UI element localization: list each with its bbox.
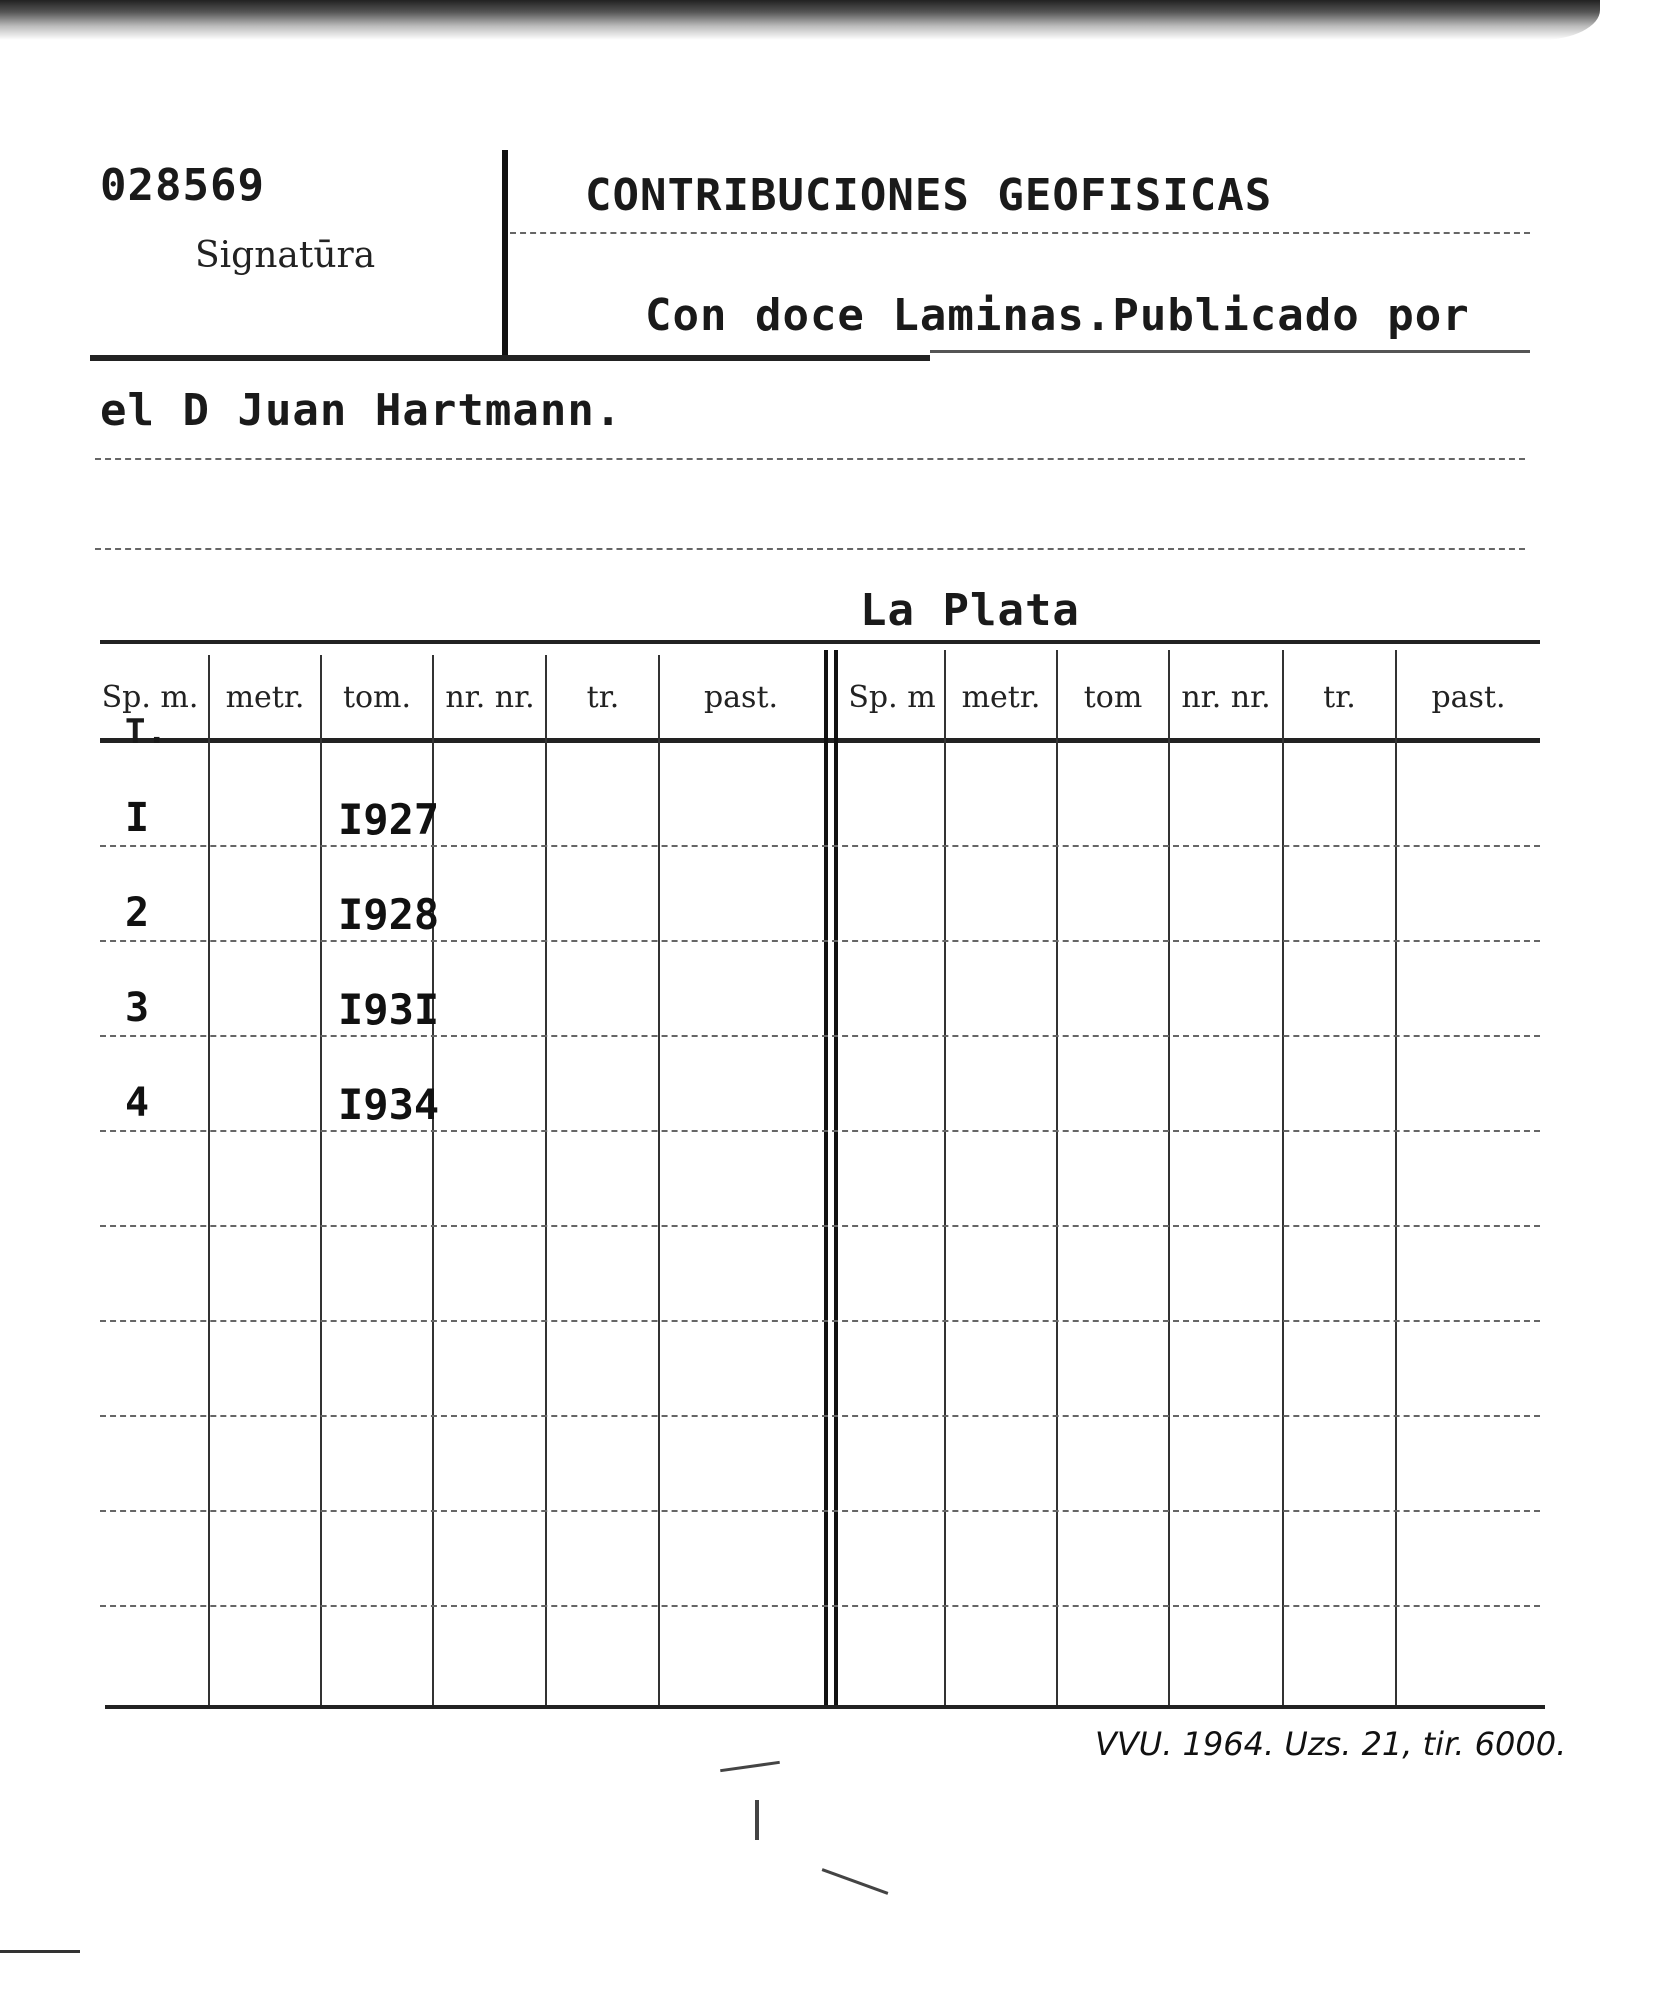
table-row-3-volume: 3 (125, 985, 150, 1031)
col-line (545, 655, 547, 1705)
row-line (100, 1510, 1540, 1512)
header-sp-m-right: Sp. m (848, 680, 936, 715)
header-tom-right: tom (1083, 680, 1143, 715)
row-line (100, 1130, 1540, 1132)
header-past-right: past. (1431, 680, 1506, 715)
row-line (100, 845, 1540, 847)
stray-mark (822, 1868, 889, 1895)
title-underline-1 (510, 232, 1530, 234)
col-line (1395, 650, 1397, 1705)
row-line (100, 940, 1540, 942)
table-row-2-volume: 2 (125, 890, 150, 936)
header-divider (502, 150, 508, 360)
header-t: T. (125, 712, 168, 752)
header-nr-nr: nr. nr. (445, 680, 535, 715)
header-rule (90, 355, 930, 361)
row-line (100, 1320, 1540, 1322)
header-tom: tom. (342, 680, 412, 715)
col-line (1056, 650, 1058, 1705)
title-line-1: CONTRIBUCIONES GEOFISICAS (585, 170, 1273, 221)
row-line (100, 1605, 1540, 1607)
table-header-rule (100, 738, 1540, 743)
stray-mark (720, 1761, 780, 1772)
col-line (1282, 650, 1284, 1705)
header-tr-right: tr. (1323, 680, 1356, 715)
header-rule-right (930, 350, 1530, 353)
col-line (320, 655, 322, 1705)
header-tr: tr. (586, 680, 620, 715)
title-underline-3 (95, 458, 1525, 460)
table-row-1-year: I927 (338, 795, 440, 844)
col-line (1168, 650, 1170, 1705)
table-row-1-volume: I (125, 795, 150, 841)
printer-note: VVU. 1964. Uzs. 21, tir. 6000. (1095, 1725, 1567, 1763)
header-metr-right: metr. (961, 680, 1041, 715)
stray-mark (0, 1950, 80, 1953)
table-bottom-rule (105, 1705, 1545, 1709)
header-metr: metr. (225, 680, 305, 715)
center-double-line (824, 650, 828, 1705)
table-top-rule (100, 640, 1540, 644)
header-past: past. (703, 680, 779, 715)
header-nr-nr-right: nr. nr. (1181, 680, 1271, 715)
torn-paper-edge (0, 0, 1600, 40)
col-line (944, 650, 946, 1705)
table-row-3-year: I93I (338, 985, 440, 1034)
row-line (100, 1035, 1540, 1037)
row-line (100, 1225, 1540, 1227)
title-line-2: Con doce Laminas.Publicado por (645, 290, 1470, 341)
call-number: 028569 (100, 160, 265, 211)
title-line-3: el D Juan Hartmann. (100, 385, 623, 436)
center-double-line (834, 650, 838, 1705)
header-sp-m: Sp. m. (101, 680, 199, 715)
row-line (100, 1415, 1540, 1417)
table-row-4-volume: 4 (125, 1080, 150, 1126)
blank-line (95, 548, 1525, 550)
call-number-label: Signatūra (195, 235, 376, 276)
table-row-2-year: I928 (338, 890, 440, 939)
stray-mark (755, 1800, 759, 1840)
col-line (208, 655, 210, 1705)
table-row-4-year: I934 (338, 1080, 440, 1129)
place-of-publication: La Plata (860, 585, 1080, 636)
col-line (658, 655, 660, 1705)
